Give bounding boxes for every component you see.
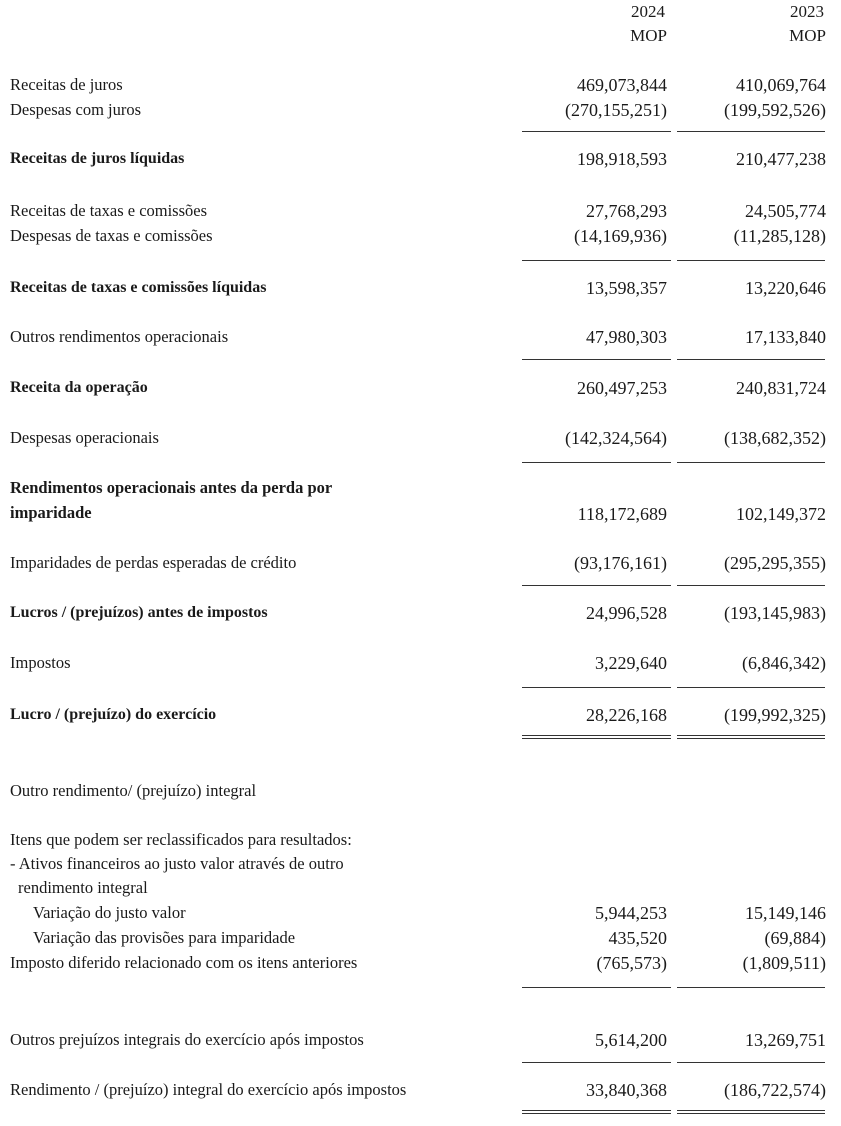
value-2023: (199,592,526) [724,100,826,120]
row-label: Outros prejuízos integrais do exercício após impostos [10,1030,364,1049]
subtotal-rule-2024 [522,1062,671,1063]
value-2023: (1,809,511) [742,953,826,973]
value-2024: (93,176,161) [574,553,667,573]
value-2023: 102,149,372 [736,504,826,524]
value-2024: 5,614,200 [595,1030,667,1050]
currency-2024-header: MOP [630,26,667,45]
value-2024: 33,840,368 [586,1080,667,1100]
oci-section-title: Outro rendimento/ (prejuízo) integral [10,781,257,800]
value-2024: 435,520 [608,928,667,948]
row-label: Receitas de taxas e comissões [10,201,208,220]
subtotal-rule-2023 [677,987,825,988]
row-label: Despesas operacionais [10,428,159,447]
statement-row-net-fee-income [0,277,841,301]
oci-row-impairment-provision-change [0,927,841,951]
value-2023: (186,722,574) [724,1080,826,1100]
subtotal-rule-2024 [522,359,671,360]
value-2024: 28,226,168 [586,705,667,725]
value-2024: 260,497,253 [577,378,667,398]
statement-row-operating-revenue [0,377,841,401]
row-label: Variação do justo valor [33,903,186,922]
value-2023: (199,992,325) [724,705,826,725]
row-label: Lucros / (prejuízos) antes de impostos [10,604,268,621]
value-2023: 24,505,774 [745,201,826,221]
value-2024: (142,324,564) [565,428,667,448]
value-2023: 15,149,146 [745,903,826,923]
statement-row-interest-income [0,74,841,98]
value-2023: (193,145,983) [724,603,826,623]
row-label: Receitas de juros [10,75,123,94]
subtotal-rule-2024 [522,131,671,132]
subtotal-rule-2023 [677,1062,825,1063]
statement-row-profit-before-tax [0,602,841,626]
row-label: Receitas de juros líquidas [10,150,185,167]
statement-row-operating-income-before-impairment [0,503,841,527]
total-double-rule-2023 [677,1110,825,1114]
row-label: Receita da operação [10,379,148,396]
oci-row-deferred-tax [0,952,841,976]
value-2023: 17,133,840 [745,327,826,347]
value-2023: 410,069,764 [736,75,826,95]
value-2023: 210,477,238 [736,149,826,169]
row-label: Variação das provisões para imparidade [33,928,296,947]
value-2024: 198,918,593 [577,149,667,169]
subtotal-rule-2024 [522,987,671,988]
row-label-line2: imparidade [10,503,92,522]
value-2023: 13,269,751 [745,1030,826,1050]
subtotal-rule-2024 [522,585,671,586]
value-2023: (6,846,342) [742,653,826,673]
subtotal-rule-2023 [677,359,825,360]
statement-row-other-operating-income [0,326,841,350]
row-label: Impostos [10,653,71,672]
value-2024: (765,573) [596,953,667,973]
statement-row-fee-expense [0,225,841,249]
value-2023: 240,831,724 [736,378,826,398]
currency-2023-header: MOP [789,26,826,45]
row-label: Despesas de taxas e comissões [10,226,213,245]
row-label: Outros rendimentos operacionais [10,327,229,346]
total-double-rule-2023 [677,735,825,739]
row-label: Lucro / (prejuízo) do exercício [10,706,217,723]
statement-row-operating-expenses [0,427,841,451]
statement-row-interest-expense [0,99,841,123]
subtotal-rule-2024 [522,687,671,688]
value-2023: (69,884) [764,928,826,948]
year-2024-header: 2024 [631,2,665,21]
value-2024: 3,229,640 [595,653,667,673]
row-label: Receitas de taxas e comissões líquidas [10,279,267,296]
value-2024: 13,598,357 [586,278,667,298]
value-2024: 47,980,303 [586,327,667,347]
value-2024: (14,169,936) [574,226,667,246]
subtotal-rule-2023 [677,260,825,261]
total-double-rule-2024 [522,1110,671,1114]
subtotal-rule-2024 [522,260,671,261]
value-2024: (270,155,251) [565,100,667,120]
oci-row-total-comprehensive [0,1079,841,1103]
value-2024: 27,768,293 [586,201,667,221]
subtotal-rule-2024 [522,462,671,463]
statement-row-taxes [0,652,841,676]
statement-row-expected-credit-loss [0,552,841,576]
statement-row-profit-for-year [0,704,841,728]
subtotal-rule-2023 [677,131,825,132]
value-2024: 5,944,253 [595,903,667,923]
subtotal-rule-2023 [677,462,825,463]
total-double-rule-2024 [522,735,671,739]
subtotal-rule-2023 [677,687,825,688]
reclassifiable-items-title: Itens que podem ser reclassificados para resultados: [10,830,352,849]
value-2023: (11,285,128) [733,226,826,246]
fvoci-title-line2: rendimento integral [18,878,148,897]
fvoci-title-line1: - Ativos financeiros ao justo valor através de outro [10,854,344,873]
oci-row-fair-value-change [0,902,841,926]
row-label-line1: Rendimentos operacionais antes da perda por [10,478,333,497]
value-2023: (295,295,355) [724,553,826,573]
statement-row-fee-income [0,200,841,224]
statement-row-net-interest-income [0,148,841,172]
subtotal-rule-2023 [677,585,825,586]
value-2023: (138,682,352) [724,428,826,448]
row-label: Despesas com juros [10,100,142,119]
year-2023-header: 2023 [790,2,824,21]
value-2024: 24,996,528 [586,603,667,623]
row-label: Imposto diferido relacionado com os itens anteriores [10,953,358,972]
row-label: Imparidades de perdas esperadas de crédito [10,553,297,572]
row-label: Rendimento / (prejuízo) integral do exercício após impostos [10,1080,407,1099]
value-2024: 118,172,689 [577,504,667,524]
value-2024: 469,073,844 [577,75,667,95]
value-2023: 13,220,646 [745,278,826,298]
oci-row-other-after-tax [0,1029,841,1053]
